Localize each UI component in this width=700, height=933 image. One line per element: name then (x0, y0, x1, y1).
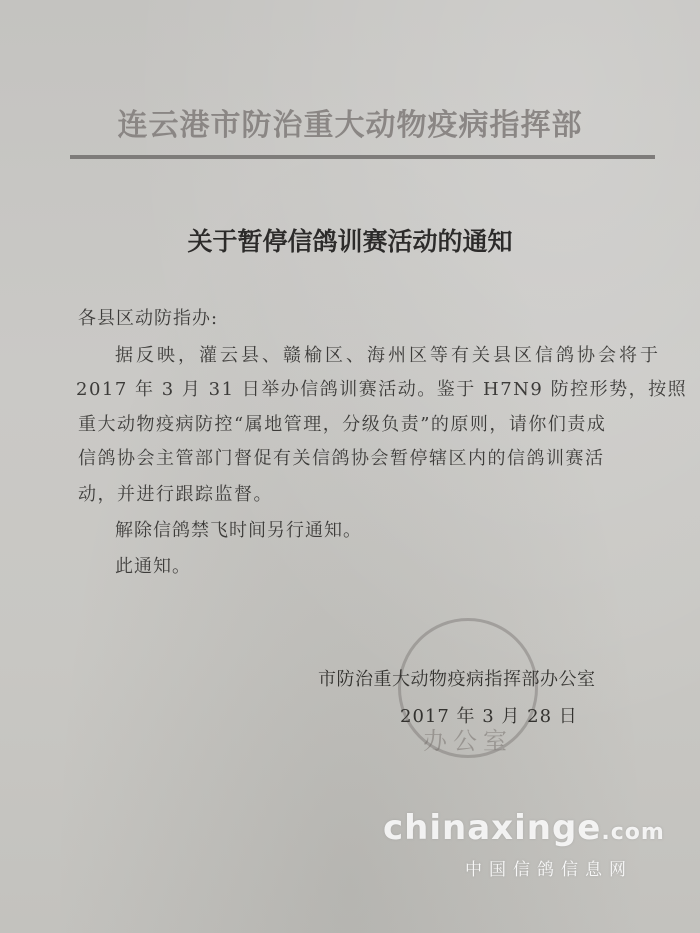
letterhead-rule (70, 155, 655, 159)
body-line: 据反映，灌云县、赣榆区、海州区等有关县区信鸽协会将于 (115, 345, 661, 366)
watermark-domain (383, 808, 665, 848)
letterhead-organization: 连云港市防治重大动物疫病指挥部 (117, 108, 583, 143)
salutation: 各县区动防指办: (78, 308, 219, 329)
body-line: 解除信鸽禁飞时间另行通知。 (115, 520, 362, 541)
issue-date: 2017 年 3 月 28 日 (400, 706, 578, 727)
body-line: 动，并进行跟踪监督。 (78, 484, 273, 505)
watermark-domain-main: chinaxinge (383, 808, 602, 848)
notice-title: 关于暂停信鸽训赛活动的通知 (187, 227, 513, 256)
seal-text: 办公室 (423, 727, 513, 755)
watermark-domain-suffix: .com (601, 820, 665, 845)
watermark-site-name: 中国信鸽信息网 (465, 860, 633, 880)
closing-line: 此通知。 (115, 556, 191, 577)
issuer-name: 市防治重大动物疫病指挥部办公室 (318, 669, 596, 690)
body-line: 信鸽协会主管部门督促有关信鸽协会暂停辖区内的信鸽训赛活 (78, 448, 605, 469)
body-line: 2017 年 3 月 31 日举办信鸽训赛活动。鉴于 H7N9 防控形势，按照 (76, 379, 688, 400)
body-line: 重大动物疫病防控“属地管理，分级负责”的原则，请你们责成 (78, 414, 607, 435)
